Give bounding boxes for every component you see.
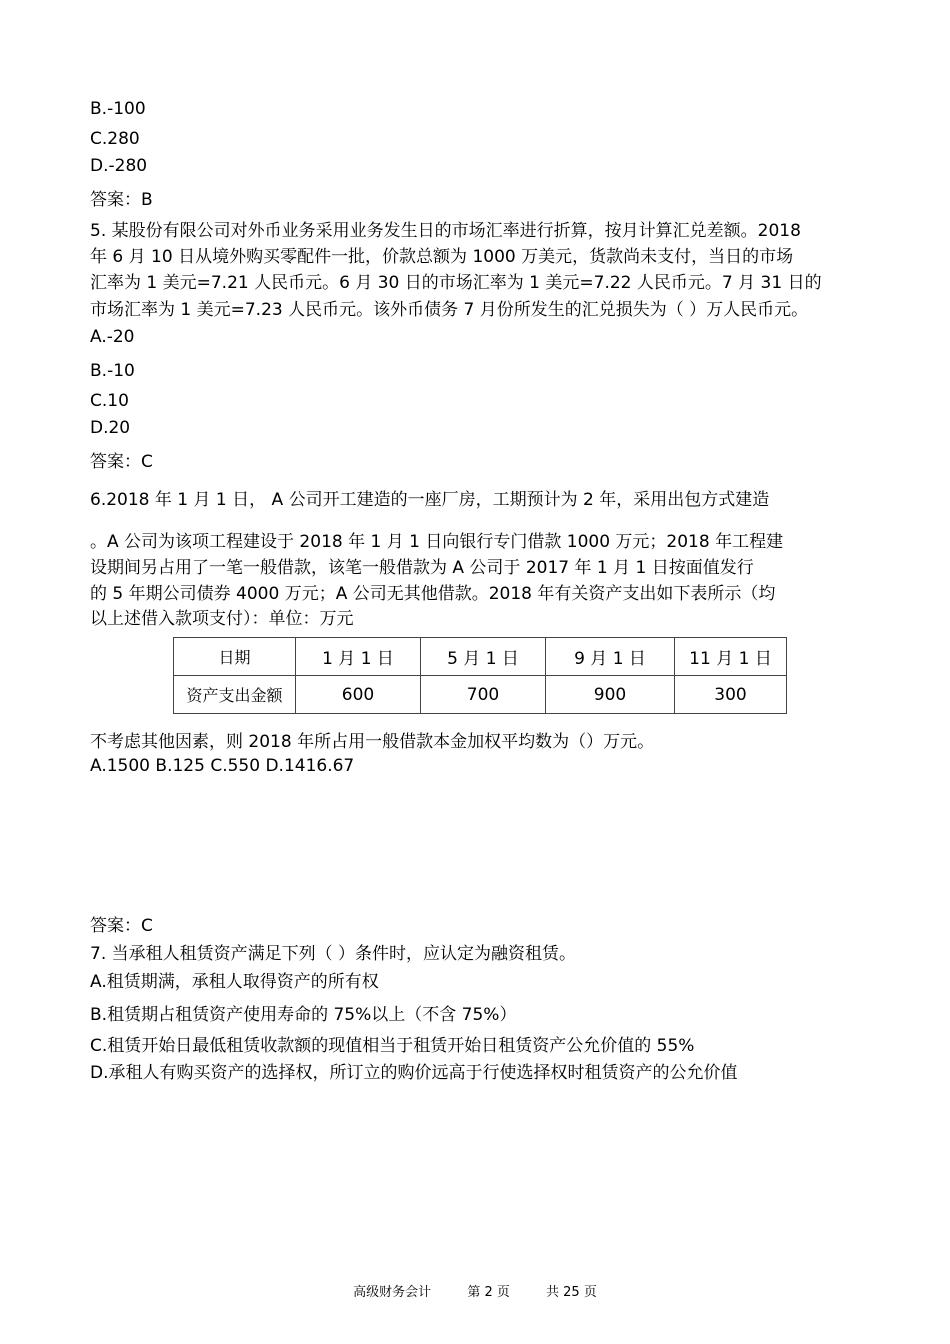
q6-stem-line-3: 设期间另占用了一笔一般借款，该笔一般借款为 A 公司于 2017 年 1 月 1 日按面值发行 bbox=[90, 558, 754, 578]
footer-total-pages: 共 25 页 bbox=[546, 1285, 597, 1300]
q7-option-c: C.租赁开始日最低租赁收款额的现值相当于租赁开始日租赁资产公允价值的 55% bbox=[90, 1036, 695, 1056]
q7-option-b: B.租赁期占租赁资产使用寿命的 75%以上（不含 75%） bbox=[90, 1005, 517, 1025]
table-cell: 300 bbox=[675, 676, 787, 714]
q4-option-b: B.-100 bbox=[90, 99, 146, 119]
q6-stem-line-1: 6.2018 年 1 月 1 日， A 公司开工建造的一座厂房，工期预计为 2 年，采用出包方式建造 bbox=[90, 490, 770, 510]
table-cell: 900 bbox=[546, 676, 675, 714]
q5-option-b: B.-10 bbox=[90, 361, 135, 381]
q5-option-c: C.10 bbox=[90, 391, 129, 411]
q5-stem-line-3: 汇率为 1 美元=7.21 人民币元。6 月 30 日的市场汇率为 1 美元=7.22 人民币元。7 月 31 日的 bbox=[90, 273, 822, 293]
table-cell: 600 bbox=[296, 676, 421, 714]
q5-answer: 答案：C bbox=[90, 452, 153, 472]
table-cell: 11 月 1 日 bbox=[675, 638, 787, 676]
q6-stem-line-2: 。A 公司为该项工程建设于 2018 年 1 月 1 日向银行专门借款 1000 万元；2018 年工程建 bbox=[90, 532, 784, 552]
q5-option-d: D.20 bbox=[90, 418, 131, 438]
footer-course: 高级财务会计 bbox=[353, 1285, 432, 1300]
q7-stem: 7. 当承租人租赁资产满足下列（ ）条件时，应认定为融资租赁。 bbox=[90, 944, 577, 964]
table-header-row bbox=[174, 638, 787, 676]
q6-question: 不考虑其他因素，则 2018 年所占用一般借款本金加权平均数为（）万元。 bbox=[90, 732, 655, 752]
q4-answer: 答案：B bbox=[90, 190, 153, 210]
table-cell: 700 bbox=[421, 676, 546, 714]
q5-stem-line-1: 5. 某股份有限公司对外币业务采用业务发生日的市场汇率进行折算，按月计算汇兑差额。2018 bbox=[90, 221, 801, 241]
q4-option-c: C.280 bbox=[90, 129, 140, 149]
q5-option-a: A.-20 bbox=[90, 327, 135, 347]
table-cell: 资产支出金额 bbox=[174, 676, 296, 714]
table-cell: 1 月 1 日 bbox=[296, 638, 421, 676]
table-cell: 5 月 1 日 bbox=[421, 638, 546, 676]
footer-page-number: 第 2 页 bbox=[467, 1285, 510, 1300]
table-cell: 9 月 1 日 bbox=[546, 638, 675, 676]
q6-stem-line-4: 的 5 年期公司债券 4000 万元；A 公司无其他借款。2018 年有关资产支出如下表所示（均 bbox=[90, 584, 776, 604]
q5-stem-line-2: 年 6 月 10 日从境外购买零配件一批，价款总额为 1000 万美元，货款尚未支付，当日的市场 bbox=[90, 247, 794, 267]
q4-option-d: D.-280 bbox=[90, 156, 148, 176]
q7-option-a: A.租赁期满，承租人取得资产的所有权 bbox=[90, 972, 379, 992]
table-row bbox=[174, 676, 787, 714]
page-footer bbox=[0, 1281, 950, 1300]
q5-stem-line-4: 市场汇率为 1 美元=7.23 人民币元。该外币债务 7 月份所发生的汇兑损失为（ ）万人民币元。 bbox=[90, 300, 809, 320]
asset-expenditure-table bbox=[173, 637, 787, 714]
q6-options: A.1500 B.125 C.550 D.1416.67 bbox=[90, 756, 355, 776]
q7-option-d: D.承租人有购买资产的选择权，所订立的购价远高于行使选择权时租赁资产的公允价值 bbox=[90, 1063, 738, 1083]
table-cell: 日期 bbox=[174, 638, 296, 676]
q6-stem-line-5: 以上述借入款项支付）：单位：万元 bbox=[90, 609, 354, 629]
q6-answer: 答案：C bbox=[90, 916, 153, 936]
